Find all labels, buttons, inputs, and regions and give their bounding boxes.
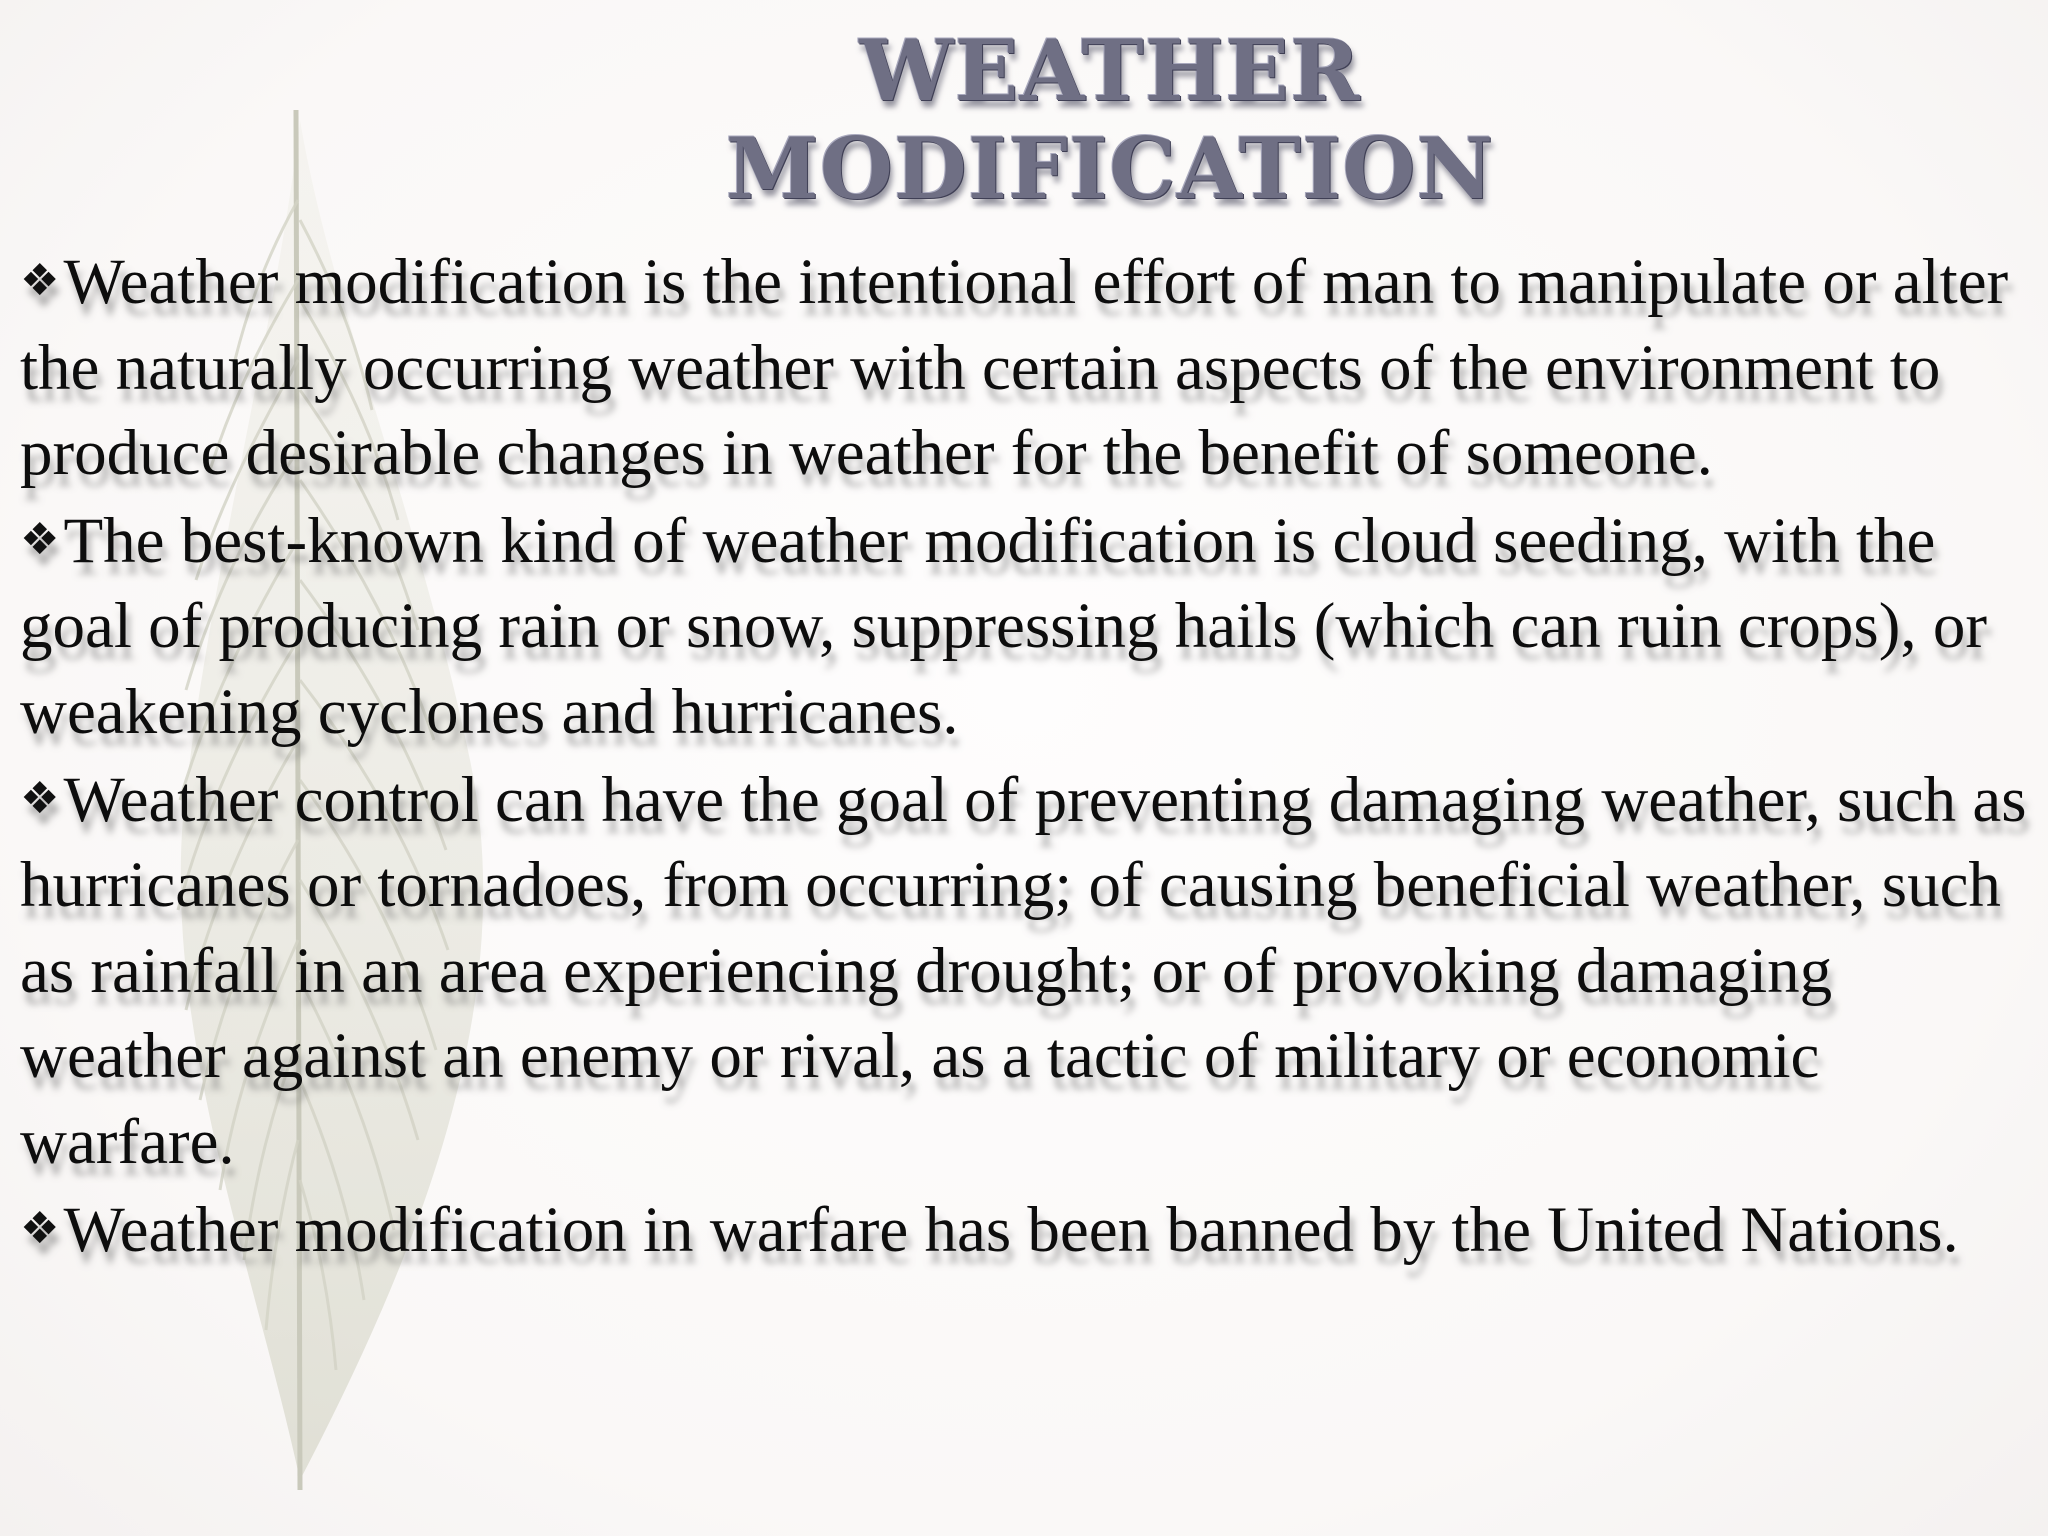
bullet-text-4: Weather modification in warfare has been banned by the United Nations.: [63, 1193, 1959, 1266]
bullet-diamond-icon: ❖: [20, 255, 60, 306]
title-line-1: WEATHER: [859, 21, 1361, 120]
bullet-item-3: [20, 756, 2030, 1186]
bullet-diamond-icon: ❖: [20, 513, 60, 565]
bullet-diamond-icon: ❖: [20, 1202, 60, 1254]
bullet-item-2: [20, 497, 2030, 756]
bullet-text-1: Weather modification is the intentional effort of man to manipulate or alter the naturally occurring weather with certain aspects of the environment to produce desirable changes in weather for the benefit of someone.: [20, 246, 2009, 490]
title-line-2: MODIFICATION: [725, 119, 1495, 218]
bullet-list: [20, 238, 2030, 1273]
bullet-item-4: [20, 1186, 2030, 1274]
bullet-diamond-icon: ❖: [20, 772, 60, 824]
bullet-item-1: [20, 238, 2030, 497]
bullet-text-2: The best-known kind of weather modification is cloud seeding, with the goal of producing rain or snow, suppressing hails (which can ruin crops), or weakening cyclones and hurricanes.: [20, 504, 1988, 748]
slide-title: [700, 22, 1520, 218]
bullet-text-3: Weather control can have the goal of preventing damaging weather, such as hurricanes or tornadoes, from occurring; of causing beneficial weather, such as rainfall in an area experiencing drought; or of provoking damaging weather against an enemy or rival, as a tactic of military or economic warfare.: [20, 763, 2027, 1178]
